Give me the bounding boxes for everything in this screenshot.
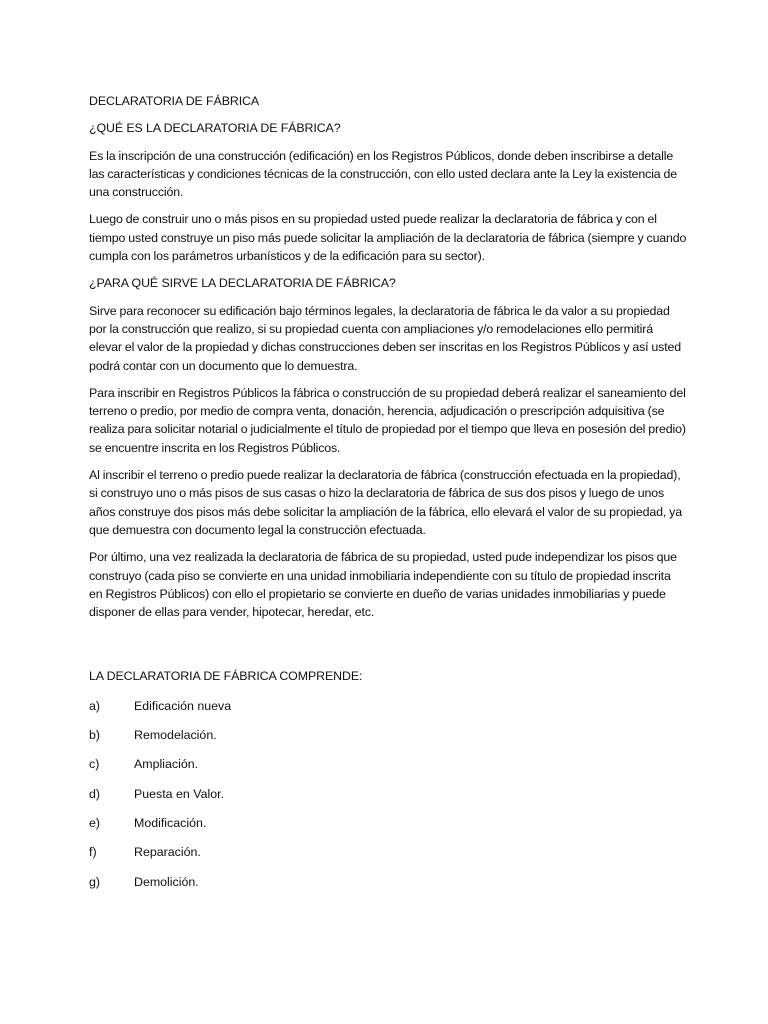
paragraph-purpose: Sirve para reconocer su edificación bajo términos legales, la declaratoria de fábrica le da valor a su propiedad por la construcción que realizo, si su propiedad cuenta con ampliaciones y/o remodelaciones ello permitirá elevar el valor de la propiedad y dichas construcciones deben ser inscritas en los Registros Públicos y así usted podrá contar con un documento que lo demuestra.: [89, 303, 681, 373]
list-item-text: Reparación.: [134, 845, 201, 860]
list-item-letter: e): [89, 815, 101, 830]
list-item-text: Edificación nueva: [134, 698, 232, 713]
paragraph-registration: Para inscribir en Registros Públicos la fábrica o construcción de su propiedad deberá realizar el saneamiento del terreno o predio, por medio de compra venta, donación, herencia, adjudicación o prescripción adquisitiva (se realiza para solicitar notarial o judicialmente el título de propiedad por el tiempo que lleva en posesión del predio) se encuentre inscrita en los Registros Públicos.: [89, 385, 686, 455]
list-item-letter: c): [89, 757, 100, 772]
list-item-letter: a): [89, 698, 101, 713]
list-item: [89, 755, 687, 773]
document-title: DECLARATORIA DE FÁBRICA: [89, 94, 260, 108]
list-item-text: Remodelación.: [134, 728, 217, 743]
list-item: [89, 785, 687, 803]
paragraph-land-registration: Al inscribir el terreno o predio puede realizar la declaratoria de fábrica (construcción efectuada en la propiedad), si construyo uno o más pisos de sus casas o hizo la declaratoria de fábrica de sus dos pisos y luego de unos años construye dos pisos más debe solicitar la ampliación de la fábrica, ello elevará el valor de su propiedad, ya que demuestra con documento legal la construcción efectuada.: [89, 468, 682, 537]
list-item: [89, 697, 687, 715]
list-item-text: Demolición.: [134, 874, 199, 889]
scope-list: [89, 697, 687, 891]
list-item-text: Puesta en Valor.: [134, 786, 225, 801]
list-item-text: Ampliación.: [134, 757, 199, 772]
section-question-what: ¿QUÉ ES LA DECLARATORIA DE FÁBRICA?: [89, 121, 341, 136]
list-item: [89, 814, 687, 832]
list-item: [89, 726, 687, 744]
paragraph-definition: Es la inscripción de una construcción (edificación) en los Registros Públicos, donde deben inscribirse a detalle las características y condiciones técnicas de la construcción, con ello usted declara ante la Ley la existencia de una construcción.: [89, 148, 678, 200]
list-item-letter: g): [89, 874, 101, 889]
paragraph-construction: Luego de construir uno o más pisos en su propiedad usted puede realizar la declaratoria de fábrica y con el tiempo usted construye un piso más puede solicitar la ampliación de la declaratoria de fábrica (siempre y cuando cumpla con los parámetros urbanísticos y de la edificación para su sector).: [89, 212, 687, 264]
list-heading: LA DECLARATORIA DE FÁBRICA COMPRENDE:: [89, 669, 363, 684]
section-spacer: [89, 630, 687, 667]
paragraph-independence: Por último, una vez realizada la declaratoria de fábrica de su propiedad, usted pude independizar los pisos que construyo (cada piso se convierte en una unidad inmobiliaria independiente con su título de propiedad inscrita en Registros Públicos) con ello el propietario se convierte en dueño de varias unidades inmobiliarias y puede disponer de ellas para vender, hipotecar, heredar, etc.: [89, 550, 677, 620]
list-item-letter: f): [89, 845, 97, 860]
list-item: [89, 843, 687, 861]
list-item-text: Modificación.: [134, 815, 207, 830]
list-item: [89, 873, 687, 891]
section-question-purpose: ¿PARA QUÉ SIRVE LA DECLARATORIA DE FÁBRICA?: [89, 276, 396, 291]
list-item-letter: d): [89, 786, 101, 801]
list-item-letter: b): [89, 728, 101, 743]
document-body: [89, 92, 687, 902]
